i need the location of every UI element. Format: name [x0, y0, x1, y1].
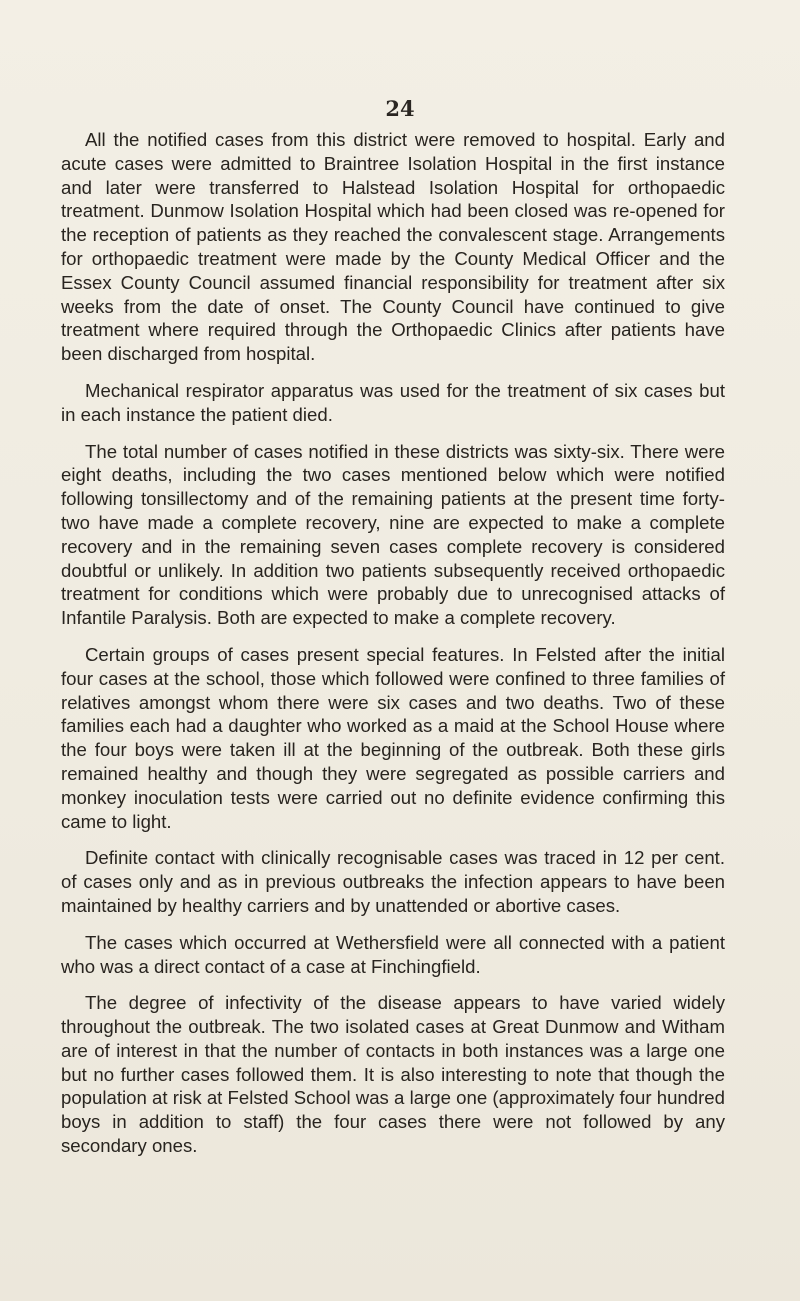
paragraph-case-totals: The total number of cases notified in these districts was sixty-six. There were eight deaths, including the two cases mentioned below which were notified following tonsillectomy and of the remaining patients at the present time forty-two have made a complete recovery, nine are expected to make a complete recovery and in the remaining seven cases complete recovery is considered doubtful or unlikely. In addition two patients subsequently received orthopaedic treatment for conditions which were probably due to unrecognised attacks of Infantile Paralysis. Both are expected to make a complete recovery. [61, 440, 725, 629]
page-number: 24 [385, 96, 415, 121]
paragraph-hospital-removal: All the notified cases from this district were removed to hospital. Early and acute cases were admitted to Braintree Isolation Hospital in the first instance and later were transferred to Halstead Isolation Hospital for orthopaedic treatment. Dunmow Isolation Hospital which had been closed was re-opened for the reception of patients as they reached the convalescent stage. Arrangements for orthopaedic treatment were made by the County Medical Officer and the Essex County Council assumed financial responsibility for treatment after six weeks from the date of onset. The County Council have continued to give treatment where required through the Orthopaedic Clinics after patients have been discharged from hospital. [61, 129, 725, 365]
paragraph-contact-tracing: Definite contact with clinically recognisable cases was traced in 12 per cent. of cases only and as in previous outbreaks the infection appears to have been maintained by healthy carriers and by unattended or abortive cases. [61, 847, 725, 916]
paragraph-respirator: Mechanical respirator apparatus was used for the treatment of six cases but in each instance the patient died. [61, 379, 725, 425]
paragraph-wethersfield: The cases which occurred at Wethersfield were all connected with a patient who was a direct contact of a case at Finchingfield. [61, 931, 725, 977]
paragraph-felsted-groups: Certain groups of cases present special features. In Felsted after the initial four cases at the school, those which followed were confined to three families of relatives amongst whom there were six cases and two deaths. Two of these families each had a daughter who worked as a maid at the School House where the four boys were taken ill at the beginning of the outbreak. Both these girls remained healthy and though they were segregated as possible carriers and monkey inoculation tests were carried out no definite evidence confirming this came to light. [61, 643, 725, 832]
paragraph-infectivity: The degree of infectivity of the disease appears to have varied widely throughout the outbreak. The two isolated cases at Great Dunmow and Witham are of interest in that the number of contacts in both instances was a large one but no further cases followed them. It is also interesting to note that though the population at risk at Felsted School was a large one (approximately four hundred boys in addition to staff) the four cases there were not followed by any secondary ones. [61, 992, 725, 1157]
body-text [61, 128, 725, 1158]
